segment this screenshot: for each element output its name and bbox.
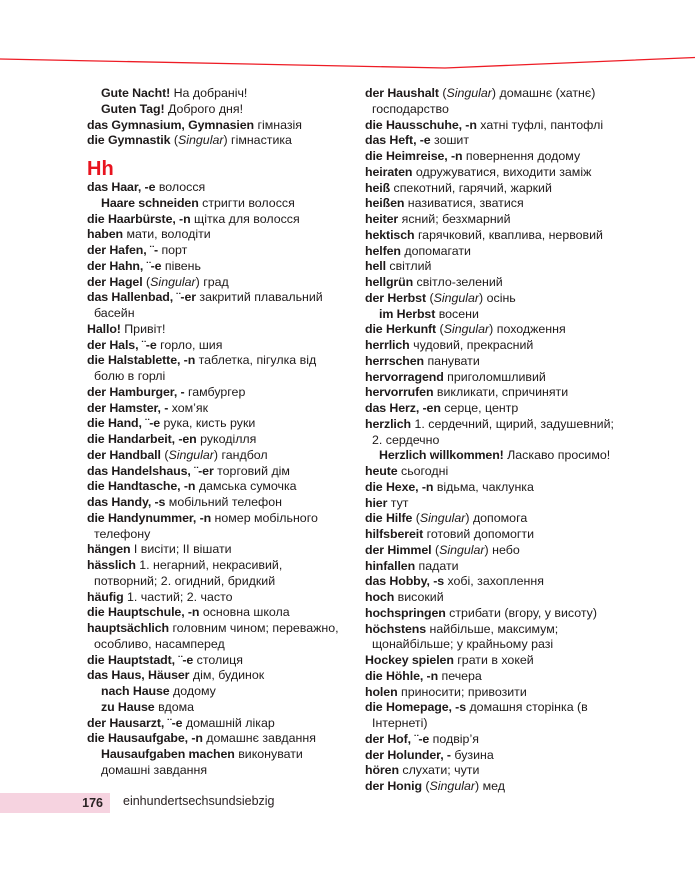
dictionary-entry bbox=[365, 685, 665, 701]
translation: приголомшливий bbox=[447, 369, 546, 384]
translation: горло, шия bbox=[160, 337, 223, 352]
dictionary-entry bbox=[365, 700, 665, 732]
translation-continued: особливо, насамперед bbox=[94, 636, 225, 651]
translation: гімназія bbox=[257, 117, 302, 132]
translation: домашня сторінка (в bbox=[469, 700, 588, 715]
translation: гарячковий, кваплива, нервовий bbox=[417, 227, 603, 242]
dictionary-entry bbox=[87, 716, 352, 732]
dictionary-entry bbox=[87, 353, 352, 385]
dictionary-subentry bbox=[87, 86, 352, 102]
dictionary-subentry bbox=[87, 747, 352, 779]
translation: осінь bbox=[486, 290, 516, 305]
headword: haben bbox=[87, 227, 123, 242]
dictionary-entry bbox=[365, 574, 665, 590]
dictionary-entry bbox=[365, 732, 665, 748]
translation: номер мобільного bbox=[214, 510, 318, 525]
translation-continued: 2. сердечно bbox=[372, 432, 440, 447]
translation: домашнє завдання bbox=[206, 731, 316, 746]
headword: der Handball bbox=[87, 447, 161, 462]
translation: тут bbox=[390, 495, 409, 510]
translation-continued: болю в горлі bbox=[94, 369, 166, 383]
translation: зошит bbox=[434, 133, 470, 148]
headword: der Hagel bbox=[87, 274, 143, 289]
translation: Привіт! bbox=[124, 321, 166, 336]
dictionary-entry bbox=[87, 621, 352, 653]
translation: I висіти; II вішати bbox=[133, 542, 232, 557]
headword: der Haushalt bbox=[365, 86, 439, 100]
translation: падати bbox=[418, 558, 459, 573]
letter-heading: Hh bbox=[87, 158, 114, 180]
translation: гімнастика bbox=[231, 133, 292, 148]
translation: готовий допомогти bbox=[426, 527, 534, 541]
translation: Ласкаво просимо! bbox=[507, 448, 611, 463]
translation: град bbox=[203, 274, 229, 289]
grammar-note: Singular bbox=[419, 511, 466, 526]
headword: herzlich bbox=[365, 416, 412, 431]
headword: heißen bbox=[365, 196, 405, 211]
headword: die Hexe, -n bbox=[365, 479, 434, 494]
headword: der Holunder, - bbox=[365, 747, 451, 762]
headword: die Hausaufgabe, -n bbox=[87, 731, 203, 746]
grammar-note: Singular bbox=[446, 86, 492, 100]
translation: домашній лікар bbox=[185, 715, 275, 730]
headword: hektisch bbox=[365, 227, 415, 242]
dictionary-entry bbox=[365, 669, 665, 685]
dictionary-entry: der Haushalt (Singular) домашнє (хатнє) господарство bbox=[365, 86, 665, 118]
headword: herrschen bbox=[365, 353, 425, 368]
headword: das Herz, -en bbox=[365, 401, 441, 415]
dictionary-entry: der Honig (Singular) мед bbox=[365, 779, 505, 793]
dictionary-entry bbox=[87, 416, 352, 432]
translation: головним чином; переважно, bbox=[172, 621, 339, 635]
translation: серце, центр bbox=[444, 401, 519, 415]
headword: heiter bbox=[365, 212, 399, 226]
headword: der Hamburger, - bbox=[87, 384, 185, 399]
headword: heiraten bbox=[365, 164, 413, 179]
top-red-rule bbox=[0, 0, 695, 80]
headword: die Hauptstadt, ¨-e bbox=[87, 652, 194, 667]
headword: das Haus, Häuser bbox=[87, 668, 190, 683]
dictionary-entry bbox=[87, 290, 352, 322]
dictionary-entry bbox=[365, 275, 665, 291]
translation: 1. частий; 2. часто bbox=[127, 589, 233, 604]
translation: найбільше, максимум; bbox=[429, 621, 559, 636]
dictionary-entry bbox=[365, 559, 665, 575]
headword: nach Hause bbox=[101, 684, 170, 698]
headword: der Hahn, ¨-e bbox=[87, 258, 162, 273]
translation: 1. сердечний, щирий, задушевний; bbox=[414, 416, 614, 431]
translation: повернення додому bbox=[465, 149, 581, 163]
right-column bbox=[365, 86, 665, 795]
translation: Доброго дня! bbox=[167, 101, 244, 116]
headword: hell bbox=[365, 259, 386, 274]
dictionary-entry bbox=[87, 401, 352, 417]
translation: панувати bbox=[427, 353, 480, 368]
dictionary-entry bbox=[365, 181, 665, 197]
dictionary-entry: der Handball (Singular) гандбол bbox=[87, 447, 268, 462]
translation: рукоділля bbox=[200, 432, 257, 446]
dictionary-entry bbox=[365, 212, 665, 228]
dictionary-entry: die Herkunft (Singular) походження bbox=[365, 322, 566, 337]
dictionary-entry bbox=[365, 763, 665, 779]
dictionary-entry bbox=[365, 133, 665, 149]
dictionary-entry bbox=[365, 370, 665, 386]
left-column bbox=[87, 86, 352, 779]
dictionary-subentry bbox=[365, 307, 665, 323]
translation: гамбургер bbox=[188, 384, 246, 399]
dictionary-entry bbox=[365, 228, 665, 244]
headword: Hausaufgaben machen bbox=[101, 747, 235, 761]
translation: 1. негарний, некрасивий, bbox=[139, 558, 283, 572]
translation: порт bbox=[161, 243, 188, 257]
translation-continued: щонайбільше; у крайньому разі bbox=[372, 637, 554, 652]
translation: дамська сумочка bbox=[198, 479, 297, 494]
headword: die Handarbeit, -en bbox=[87, 432, 197, 446]
dictionary-subentry bbox=[87, 196, 352, 212]
dictionary-entry bbox=[87, 668, 352, 684]
headword: Hallo! bbox=[87, 321, 121, 336]
translation: стригти волосся bbox=[202, 195, 295, 210]
dictionary-entry bbox=[365, 401, 665, 417]
translation: високий bbox=[397, 590, 444, 604]
dictionary-entry bbox=[87, 590, 352, 606]
dictionary-entry bbox=[365, 118, 665, 134]
translation: восени bbox=[438, 306, 479, 321]
dictionary-entry bbox=[87, 731, 352, 747]
headword: die Haarbürste, -n bbox=[87, 211, 191, 226]
translation: викликати, спричиняти bbox=[436, 385, 569, 400]
headword: Hockey spielen bbox=[365, 653, 454, 667]
headword: das Hallenbad, ¨-er bbox=[87, 290, 196, 305]
translation: спекотний, гарячий, жаркий bbox=[393, 180, 552, 195]
headword: hauptsächlich bbox=[87, 621, 170, 635]
translation: основна школа bbox=[202, 605, 290, 620]
translation: домашнє (хатнє) bbox=[499, 86, 596, 100]
headword: im Herbst bbox=[379, 306, 436, 321]
headword: Haare schneiden bbox=[101, 195, 199, 210]
translation: вдома bbox=[158, 699, 195, 714]
headword: das Gymnasium, Gymnasien bbox=[87, 117, 255, 132]
dictionary-subentry bbox=[87, 700, 352, 716]
headword: hängen bbox=[87, 542, 131, 557]
headword: das Handelshaus, ¨-er bbox=[87, 463, 214, 478]
headword: helfen bbox=[365, 243, 401, 258]
headword: die Höhle, -n bbox=[365, 668, 439, 683]
headword: holen bbox=[365, 684, 398, 699]
headword: zu Hause bbox=[101, 699, 155, 714]
translation: називатися, зватися bbox=[407, 196, 524, 211]
translation-continued: господарство bbox=[372, 101, 449, 116]
grammar-note: Singular bbox=[433, 290, 480, 305]
headword: hinfallen bbox=[365, 558, 416, 573]
dictionary-entry bbox=[87, 180, 352, 196]
translation: таблетка, пігулка від bbox=[198, 353, 317, 368]
translation: торговий дім bbox=[217, 463, 290, 478]
headword: das Haar, -e bbox=[87, 180, 156, 194]
dictionary-entry bbox=[365, 606, 665, 622]
translation: відьма, чаклунка bbox=[436, 479, 534, 494]
headword: hässlich bbox=[87, 558, 136, 572]
dictionary-entry bbox=[365, 527, 665, 543]
translation-continued: потворний; 2. огидний, бридкий bbox=[94, 573, 276, 588]
translation: одружуватися, виходити заміж bbox=[415, 164, 592, 179]
grammar-note: Singular bbox=[150, 274, 196, 289]
dictionary-entry bbox=[365, 196, 665, 212]
headword: häufig bbox=[87, 589, 124, 604]
dictionary-entry bbox=[87, 605, 352, 621]
dictionary-subentry bbox=[365, 448, 665, 464]
headword: hochspringen bbox=[365, 605, 446, 620]
headword: das Hobby, -s bbox=[365, 574, 445, 589]
grammar-note: Singular bbox=[439, 542, 485, 557]
page-number: 176 bbox=[82, 796, 103, 810]
dictionary-entry bbox=[365, 149, 665, 165]
headword: der Hausarzt, ¨-e bbox=[87, 715, 183, 730]
translation: подвір’я bbox=[432, 731, 479, 746]
translation: світлий bbox=[389, 259, 432, 274]
dictionary-entry bbox=[365, 385, 665, 401]
headword: hervorrufen bbox=[365, 385, 434, 400]
headword: die Hand, ¨-e bbox=[87, 416, 161, 431]
dictionary-entry bbox=[365, 590, 665, 606]
dictionary-entry bbox=[87, 432, 352, 448]
headword: herrlich bbox=[365, 338, 410, 352]
translation-continued: телефону bbox=[94, 526, 151, 541]
dictionary-entry bbox=[87, 511, 352, 543]
translation: гандбол bbox=[221, 447, 268, 462]
translation-continued: домашні завдання bbox=[101, 762, 208, 777]
dictionary-entry bbox=[87, 322, 352, 338]
dictionary-entry: der Hagel (Singular) град bbox=[87, 274, 229, 289]
headword: der Herbst bbox=[365, 290, 426, 305]
dictionary-entry bbox=[365, 244, 665, 260]
dictionary-entry bbox=[365, 653, 665, 669]
translation: На добраніч! bbox=[173, 86, 248, 100]
translation: виконувати bbox=[238, 747, 303, 761]
translation-continued: Інтернеті) bbox=[372, 716, 428, 730]
headword: hier bbox=[365, 495, 388, 510]
dictionary-entry bbox=[87, 243, 352, 259]
headword: der Himmel bbox=[365, 542, 432, 557]
translation: хом’як bbox=[171, 400, 209, 415]
dictionary-entry bbox=[87, 212, 352, 228]
headword: das Heft, -e bbox=[365, 133, 431, 148]
dictionary-entry bbox=[87, 385, 352, 401]
translation: мобільний телефон bbox=[168, 495, 282, 509]
dictionary-entry bbox=[365, 417, 665, 449]
dictionary-entry bbox=[87, 118, 352, 134]
headword: die Handtasche, -n bbox=[87, 479, 196, 494]
dictionary-entry: der Himmel (Singular) небо bbox=[365, 542, 520, 557]
dictionary-entry bbox=[365, 496, 665, 512]
translation: походження bbox=[496, 322, 566, 337]
grammar-note: Singular bbox=[168, 447, 214, 462]
dictionary-subentry bbox=[87, 102, 352, 118]
headword: die Heimreise, -n bbox=[365, 149, 463, 163]
headword: der Hamster, - bbox=[87, 400, 169, 415]
translation: бузина bbox=[454, 747, 494, 762]
dictionary-entry bbox=[365, 622, 665, 654]
translation: допомога bbox=[472, 511, 528, 526]
dictionary-entry bbox=[87, 227, 352, 243]
translation-continued: басейн bbox=[94, 306, 135, 320]
headword: die Homepage, -s bbox=[365, 700, 466, 715]
grammar-note: Singular bbox=[429, 779, 475, 793]
grammar-note: Singular bbox=[178, 133, 224, 148]
dictionary-entry bbox=[365, 748, 665, 764]
translation: ясний; безхмарний bbox=[401, 212, 511, 226]
headword: die Halstablette, -n bbox=[87, 353, 196, 368]
translation: світло-зелений bbox=[416, 275, 503, 289]
translation: допомагати bbox=[404, 243, 471, 258]
dictionary-entry bbox=[87, 495, 352, 511]
dictionary-entry bbox=[87, 558, 352, 590]
translation: мед bbox=[482, 779, 505, 793]
headword: Guten Tag! bbox=[101, 101, 165, 116]
dictionary-entry bbox=[365, 338, 665, 354]
headword: der Hof, ¨-e bbox=[365, 731, 430, 746]
headword: die Herkunft bbox=[365, 322, 437, 337]
dictionary-entry bbox=[365, 165, 665, 181]
translation: приносити; привозити bbox=[401, 684, 527, 699]
dictionary-entry bbox=[365, 464, 665, 480]
dictionary-subentry bbox=[87, 684, 352, 700]
translation: рука, кисть руки bbox=[163, 416, 256, 431]
dictionary-entry: die Hilfe (Singular) допомога bbox=[365, 511, 528, 526]
dictionary-entry bbox=[365, 480, 665, 496]
headword: die Handynummer, -n bbox=[87, 510, 212, 525]
headword: Gute Nacht! bbox=[101, 86, 171, 100]
translation: слухати; чути bbox=[402, 763, 480, 778]
dictionary-entry: der Herbst (Singular) осінь bbox=[365, 290, 516, 305]
dictionary-entry bbox=[87, 259, 352, 275]
headword: der Hals, ¨-e bbox=[87, 337, 157, 352]
headword: die Gymnastik bbox=[87, 133, 171, 148]
headword: hoch bbox=[365, 590, 395, 604]
headword: heute bbox=[365, 464, 398, 478]
headword: Herzlich willkommen! bbox=[379, 448, 504, 463]
headword: die Hilfe bbox=[365, 511, 413, 526]
translation: щітка для волосся bbox=[194, 211, 300, 226]
translation: печера bbox=[441, 668, 482, 683]
grammar-note: Singular bbox=[443, 322, 490, 337]
headword: die Hauptschule, -n bbox=[87, 605, 200, 620]
dictionary-entry bbox=[87, 464, 352, 480]
translation: закритий плавальний bbox=[199, 290, 323, 305]
translation: чудовий, прекрасний bbox=[413, 338, 534, 352]
translation: хобі, захоплення bbox=[447, 574, 544, 589]
translation: сьогодні bbox=[401, 464, 449, 478]
headword: hilfsbereit bbox=[365, 527, 424, 541]
translation: мати, володіти bbox=[126, 227, 211, 242]
translation: грати в хокей bbox=[457, 653, 534, 667]
headword: die Hausschuhe, -n bbox=[365, 117, 477, 132]
translation: додому bbox=[173, 684, 216, 698]
translation: небо bbox=[492, 542, 520, 557]
dictionary-entry bbox=[87, 338, 352, 354]
headword: der Hafen, ¨- bbox=[87, 243, 158, 257]
headword: der Honig bbox=[365, 779, 422, 793]
headword: das Handy, -s bbox=[87, 495, 166, 509]
headword: hören bbox=[365, 763, 399, 778]
dictionary-entry bbox=[87, 479, 352, 495]
headword: heiß bbox=[365, 180, 391, 195]
translation: волосся bbox=[158, 180, 206, 194]
translation: стрибати (вгору, у висоту) bbox=[449, 605, 597, 620]
translation: столиця bbox=[196, 652, 243, 667]
dictionary-entry bbox=[87, 542, 352, 558]
headword: hellgrün bbox=[365, 275, 414, 289]
dictionary-entry bbox=[365, 259, 665, 275]
dictionary-entry: die Gymnastik (Singular) гімнастика bbox=[87, 133, 292, 148]
dictionary-entry bbox=[365, 354, 665, 370]
translation: півень bbox=[164, 258, 201, 273]
translation: дім, будинок bbox=[192, 668, 265, 683]
translation: хатні туфлі, пантофлі bbox=[480, 117, 604, 132]
headword: hervorragend bbox=[365, 369, 444, 384]
headword: höchstens bbox=[365, 621, 427, 636]
dictionary-entry bbox=[87, 653, 352, 669]
page-number-word: einhundertsechsundsiebzig bbox=[123, 794, 275, 808]
